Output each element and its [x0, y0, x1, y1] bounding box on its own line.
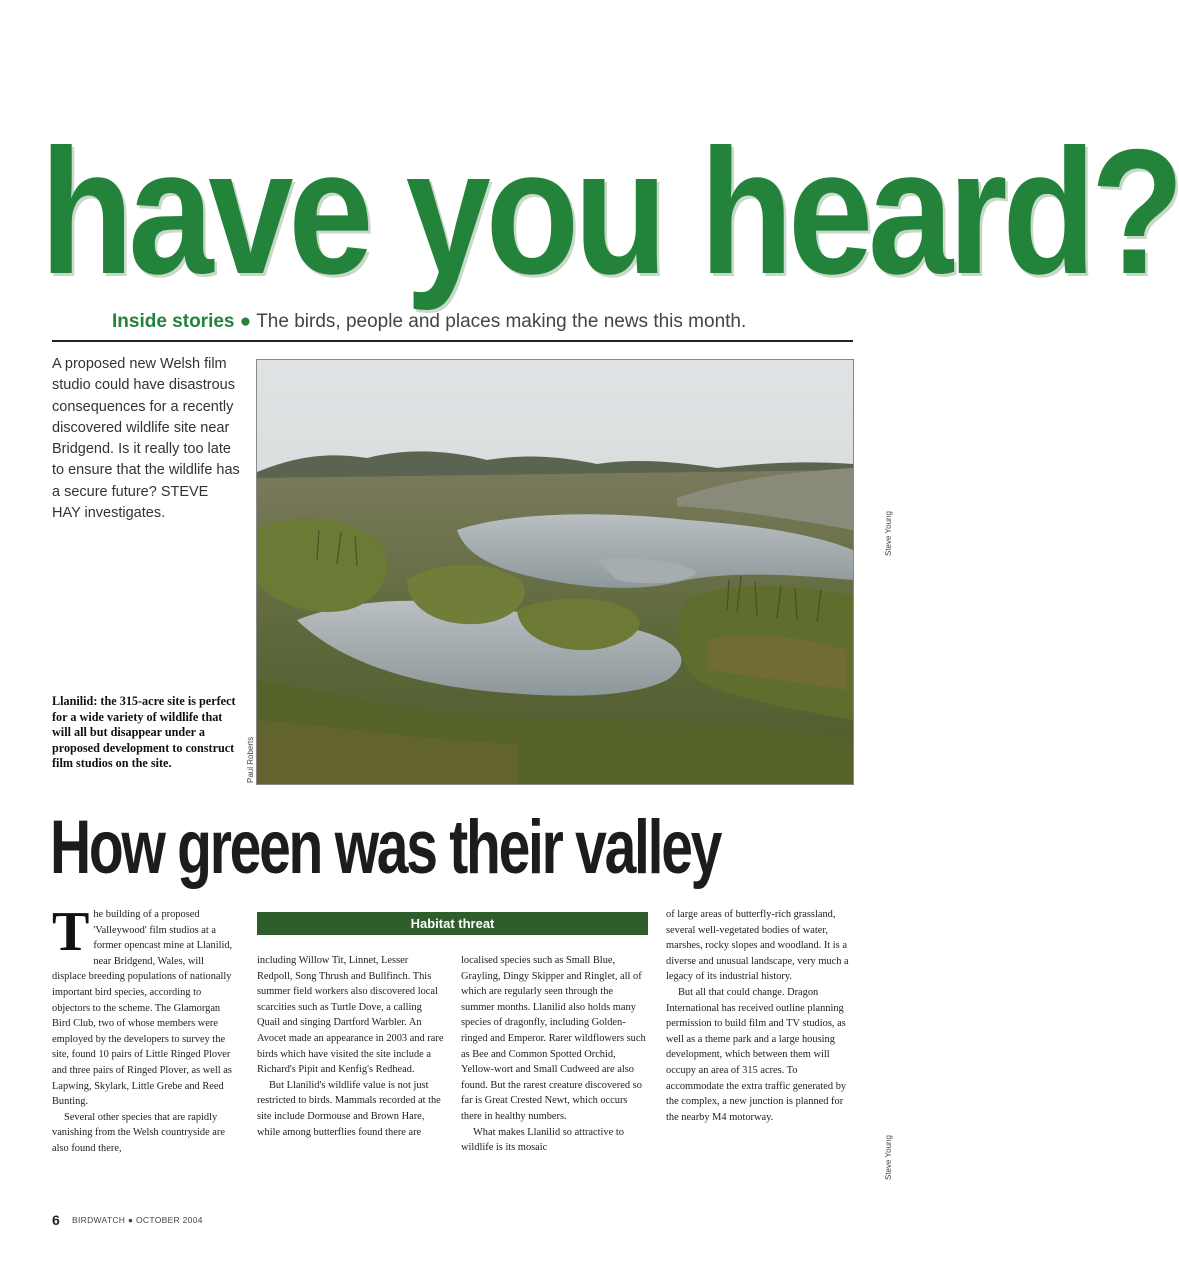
col2-para2: But Llanilid's wildlife value is not just restricted to birds. Mammals recorded at the site include Dormouse and Brown Hare, while among butterflies found there are	[257, 1079, 441, 1138]
footer-issue: OCTOBER 2004	[136, 1215, 203, 1225]
masthead-title: have you heard?	[40, 112, 1179, 311]
page-number: 6	[52, 1212, 60, 1228]
strap-bullet: ●	[239, 311, 252, 332]
col4-para2: But all that could change. Dragon International has received outline planning permission to build film and TV studios, as well as a theme park and a large housing development, which between them will occupy an area of 315 acres. To accommodate the extra traffic generated by the complex, a new junction is planned for the nearby M4 motorway.	[666, 986, 847, 1123]
col3-para2: What makes Llanilid so attractive to wildlife is its mosaic	[461, 1126, 624, 1154]
side-credit-top: Steve Young	[884, 511, 893, 556]
article-headline: How green was their valley	[50, 805, 721, 890]
header-rule	[52, 340, 853, 342]
col1-para2: Several other species that are rapidly vanishing from the Welsh countryside are also found there,	[52, 1111, 225, 1154]
col1-para1: he building of a proposed 'Valleywood' film studios at a former opencast mine at Llanilid, near Bridgend, Wales, will displace breeding populations of nationally important bird species, according to objectors to the scheme. The Glamorgan Bird Club, two of whose members were employed by the developers to survey the site, found 10 pairs of Little Ringed Plover and three pairs of Ringed Plover, as well as Lapwing, Skylark, Little Grebe and Reed Bunting.	[52, 909, 233, 1108]
drop-cap: T	[52, 901, 90, 963]
masthead-strapline	[112, 308, 832, 336]
col2-para1: including Willow Tit, Linnet, Lesser Redpoll, Song Thrush and Bullfinch. This summer field workers also discovered local scarcities such as Turtle Dove, a calling Quail and singing Dartford Warbler. An Avocet made an appearance in 2003 and rare birds which have visited the site include a Richard's Pipit and Kenfig's Redhead.	[257, 955, 444, 1076]
side-credit-bottom: Steve Young	[884, 1135, 893, 1180]
col3-para1: localised species such as Small Blue, Grayling, Dingy Skipper and Ringlet, all of which are regularly seen through the summer months. Llanilid also holds many species of dragonfly, including Golden-ringed and Emperor. Rarer wildflowers such as Bee and Common Spotted Orchid, Yellow-wort and Small Cudweed are also found. But the rarest creature discovered so far is Great Crested Newt, which occurs there in healthy numbers.	[461, 955, 646, 1122]
habitat-threat-banner: Habitat threat	[257, 912, 648, 935]
body-column-2	[257, 953, 445, 1140]
footer-issue-line	[72, 1215, 203, 1225]
col4-para1: of large areas of butterfly-rich grassland, several well-vegetated bodies of water, marshes, rocky slopes and woodland. It is a diverse and unusual landscape, very much a legacy of its industrial history.	[666, 909, 849, 983]
footer-magazine: BIRDWATCH	[72, 1215, 126, 1225]
footer-bullet: ●	[127, 1215, 134, 1225]
photo-credit: Paul Roberts	[246, 736, 255, 783]
body-column-3	[461, 953, 649, 1156]
strap-text: The birds, people and places making the news this month.	[256, 311, 747, 332]
body-column-4	[666, 907, 854, 1125]
standfirst: A proposed new Welsh film studio could have disastrous consequences for a recently discovered wildlife site near Bridgend. Is it really too late to ensure that the wildlife has a secure future? STEVE HAY investigates.	[52, 356, 240, 522]
wetland-photo	[256, 359, 854, 785]
strap-lead: Inside stories	[112, 311, 235, 332]
photo-caption: Llanilid: the 315-acre site is perfect for a wide variety of wildlife that will all but disappear under a proposed development to construct film studios on the site.	[52, 694, 236, 771]
body-column-1	[52, 901, 238, 1157]
